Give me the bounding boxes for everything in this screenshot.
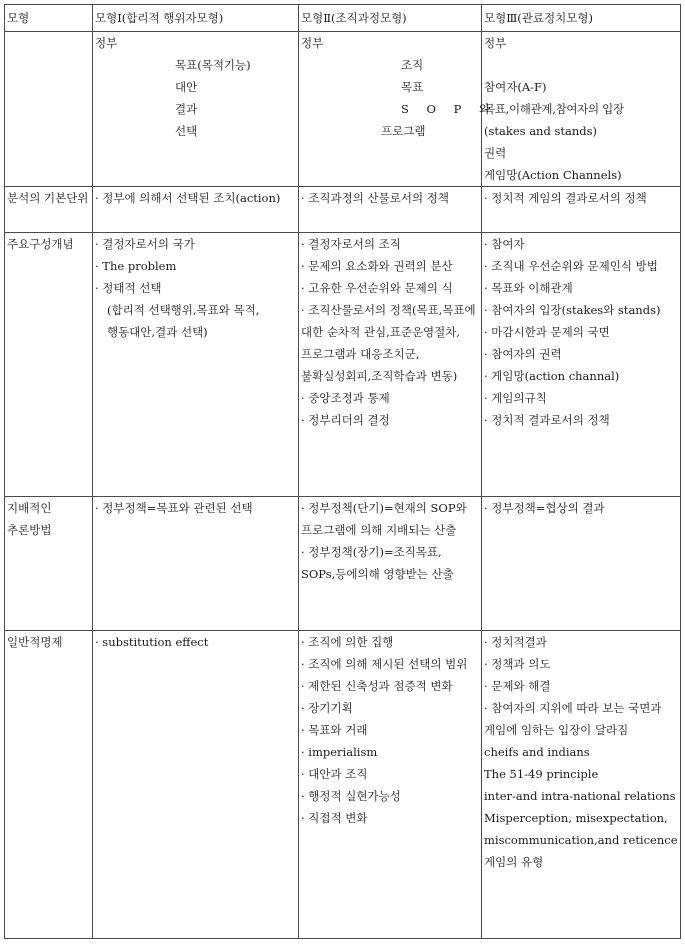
row3-m2-item: · 결정자로서의 조직: [301, 237, 401, 251]
row-propositions: [5, 631, 681, 939]
row1-m2-item: 프로그램: [381, 124, 426, 138]
row1-m3-item: (stakes and stands): [484, 124, 598, 138]
row1-m1-item: 선택: [175, 124, 198, 138]
row5-m3-item: · 정치적결과: [484, 635, 547, 649]
row1-m3-top: 정부: [484, 36, 507, 50]
row4-model1: · 정부정책=목표와 관련된 선택: [93, 497, 299, 631]
row3-model1: [93, 233, 299, 497]
row3-m3-item: · 참여자의 권력: [484, 347, 562, 361]
row1-m1-item: 결과: [175, 102, 198, 116]
row3-m2-item: · 정부리더의 결정: [301, 413, 390, 427]
row5-model3: [482, 631, 681, 939]
row4-label: 지배적인 추론방법: [5, 497, 93, 631]
row4-model3: · 정부정책=협상의 결과: [482, 497, 681, 631]
row5-m2-item: · 목표와 거래: [301, 723, 368, 737]
header-model-3: 모형Ⅲ(관료정치모형): [482, 5, 681, 32]
row3-m3-item: · 목표와 이해관계: [484, 281, 573, 295]
header-model: 모형: [5, 5, 93, 32]
row5-m2-item: · 장기기획: [301, 701, 353, 715]
row3-m2-item: · 문제의 요소화와 권력의 분산: [301, 259, 453, 273]
row-unit-of-analysis: [5, 187, 681, 233]
row4-m2-item: · 정부정책(단기)=현재의 SOP와 프로그램에 의해 지배되는 산출: [301, 501, 467, 537]
row5-m3-item: · 문제와 해결: [484, 679, 551, 693]
row3-m3-item: · 게임의규칙: [484, 391, 547, 405]
row5-model2: [299, 631, 482, 939]
row4-m2-item: · 정부정책(장기)=조직목표, SOPs,등에의해 영향받는 산출: [301, 545, 454, 581]
row3-m2-item: · 조직산물로서의 정책(목표,목표에 대한 순차적 관심,표준운영절차,프로그램과 대응조치군,불확실성회피,조직학습과 변동): [301, 303, 476, 383]
row5-m2-item: · 대안과 조직: [301, 767, 368, 781]
row3-m3-item: · 참여자의 입장(stakes와 stands): [484, 303, 661, 317]
row1-m2-item: 조직: [401, 58, 424, 72]
row3-m3-item: · 참여자: [484, 237, 525, 251]
row-inference: [5, 497, 681, 631]
row3-m3-item: · 게임망(action channal): [484, 369, 620, 383]
row3-m1-item: · The problem: [95, 259, 177, 273]
row5-label: 일반적명제: [5, 631, 93, 939]
row5-m2-item: · 조직에 의해 제시된 선택의 범위: [301, 657, 468, 671]
row1-m3-item: 목표,이해관계,참여자의 입장: [484, 102, 624, 116]
row5-model1: · substitution effect: [93, 631, 299, 939]
row3-m3-item: · 조직내 우선순위와 문제인식 방법: [484, 259, 658, 273]
row3-model3: [482, 233, 681, 497]
row1-m3-item: 참여자(A-F): [484, 80, 547, 94]
row1-model3: [482, 32, 681, 187]
row1-m1-item: 대안: [175, 80, 198, 94]
row2-model1: · 정부에 의해서 선택된 조치(action): [93, 187, 299, 233]
row1-m2-top: 정부: [301, 36, 324, 50]
row1-model1: [93, 32, 299, 187]
row5-m3-item: cheifs and indians: [484, 745, 590, 759]
row1-m3-item: 게임망(Action Channels): [484, 168, 622, 182]
row5-m2-item: · 제한된 신축성과 점증적 변화: [301, 679, 453, 693]
row2-model3: · 정치적 게임의 결과로서의 정책: [482, 187, 681, 233]
header-row: [5, 5, 681, 32]
row5-m2-item: · 행정적 실현가능성: [301, 789, 401, 803]
row2-label: 분석의 기본단위: [5, 187, 93, 233]
row3-m1-item: · 정태적 선택: [95, 281, 162, 295]
row5-m3-item: 게임의 유형: [484, 855, 544, 869]
row5-m2-item: · 조직에 의한 집행: [301, 635, 394, 649]
row4-model2: [299, 497, 482, 631]
row5-m3-item: · 참여자의 지위에 따라 보는 국면과 게임에 임하는 입장이 달라짐: [484, 701, 662, 737]
row1-m2-item: 목표: [401, 80, 424, 94]
row1-m1-top: 정부: [95, 36, 118, 50]
row1-m1-item: 목표(목적기능): [175, 58, 251, 72]
row3-m2-item: · 고유한 우선순위와 문제의 식: [301, 281, 453, 295]
row5-m2-item: · 직접적 변화: [301, 811, 368, 825]
header-model-2: 모형Ⅱ(조직과정모형): [299, 5, 482, 32]
row5-m3-item: Misperception, misexpectation,miscommunication,and reticence: [484, 811, 678, 847]
row2-model2: · 조직과정의 산물로서의 정책: [299, 187, 482, 233]
row5-m3-item: inter-and intra-national relations: [484, 789, 676, 803]
row1-label: [5, 32, 93, 187]
row3-m1-item: (합리적 선택행위,목표와 목적,행동대안,결과 선택): [107, 303, 260, 339]
row3-m3-item: · 마감시한과 문제의 국면: [484, 325, 610, 339]
comparison-table: [4, 4, 681, 939]
row-structure: [5, 32, 681, 187]
header-model-1: 모형Ⅰ(합리적 행위자모형): [93, 5, 299, 32]
row3-label: 주요구성개념: [5, 233, 93, 497]
row3-m2-item: · 중앙조정과 통제: [301, 391, 390, 405]
row5-m3-item: · 정책과 의도: [484, 657, 551, 671]
row1-m2-item: S O P 와: [401, 102, 498, 116]
row5-m2-item: · imperialism: [301, 745, 378, 759]
row1-m3-item: 권력: [484, 146, 507, 160]
row3-m3-item: · 정치적 결과로서의 정책: [484, 413, 610, 427]
row3-model2: [299, 233, 482, 497]
row3-m1-item: · 결정자로서의 국가: [95, 237, 195, 251]
row5-m3-item: The 51-49 principle: [484, 767, 599, 781]
row-key-concepts: [5, 233, 681, 497]
